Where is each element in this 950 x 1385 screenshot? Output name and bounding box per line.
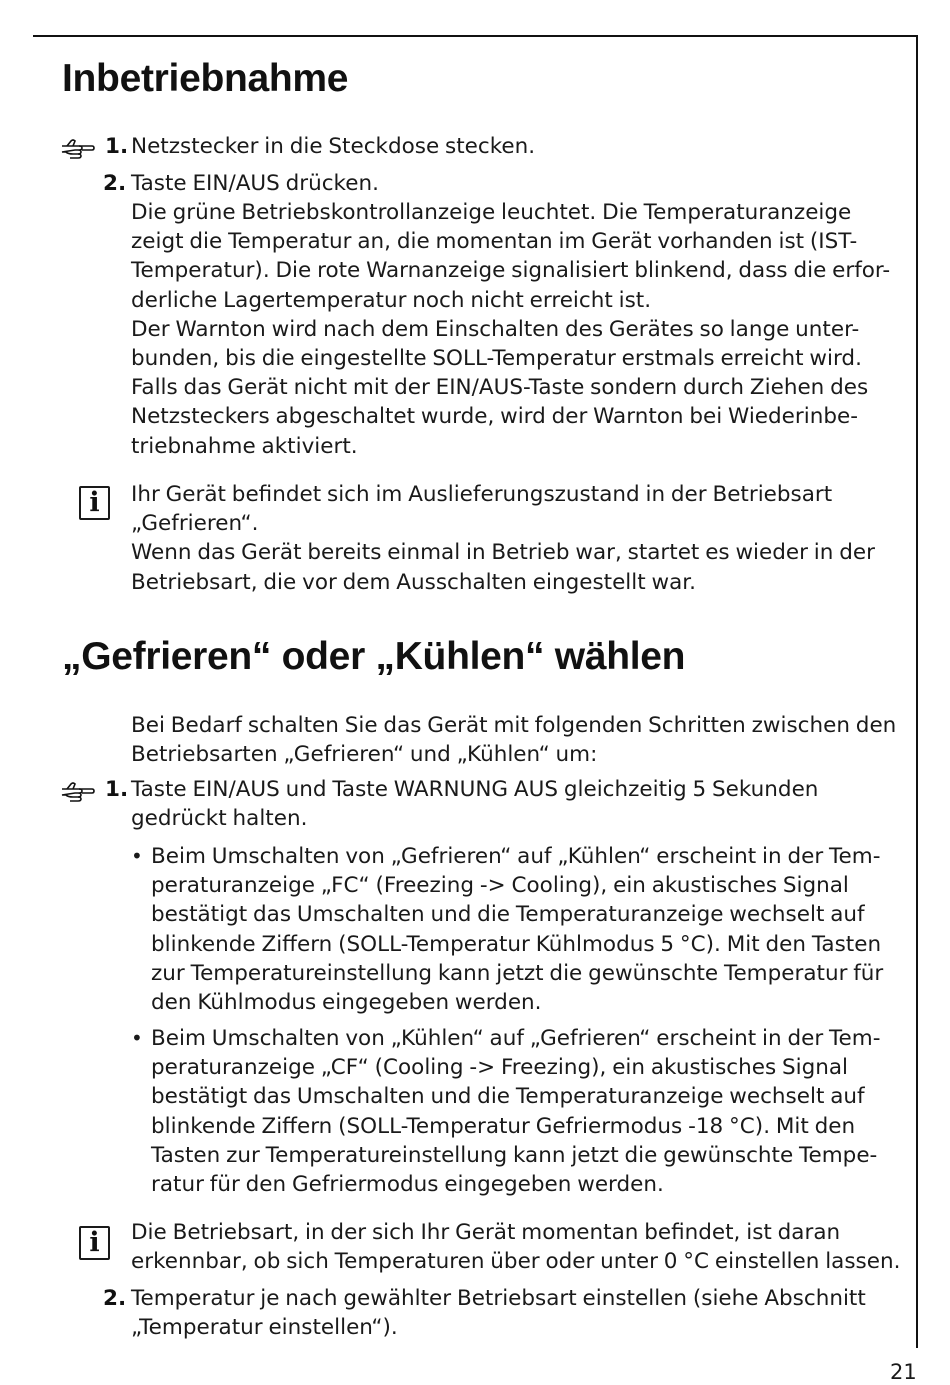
- text-line: bunden, bis die eingestellte SOLL-Temperatur erstmals erreicht wird.: [131, 346, 862, 372]
- text-line: Tasten zur Temperatureinstellung kann jetzt die gewünschte Tempe-: [151, 1142, 878, 1168]
- info-note: [131, 1218, 901, 1276]
- text-line: zeigt die Temperatur an, die momentan im Gerät vorhanden ist (IST-: [131, 229, 858, 255]
- pointing-hand-icon: [61, 780, 95, 802]
- text-line: triebnahme aktiviert.: [131, 433, 358, 459]
- text-line: Betriebsart, die vor dem Ausschalten eingestellt war.: [131, 569, 696, 595]
- text-line: Temperatur je nach gewählter Betriebsart einstellen (siehe Abschnitt: [131, 1286, 866, 1311]
- text-line: Ihr Gerät befindet sich im Auslieferungszustand in der Betriebsart: [131, 482, 833, 507]
- page-number: 21: [890, 1360, 917, 1384]
- pointing-hand-icon: [61, 137, 95, 159]
- text-line: Betriebsarten „Gefrieren“ und „Kühlen“ um:: [131, 742, 598, 768]
- text-line: bestätigt das Umschalten und die Temperaturanzeige wechselt auf: [151, 1084, 865, 1110]
- text-line: Der Warnton wird nach dem Einschalten des Gerätes so lange unter-: [131, 316, 860, 342]
- text-line: derliche Lagertemperatur noch nicht erreicht ist.: [131, 287, 652, 313]
- section-title-inbetriebnahme: Inbetriebnahme: [62, 57, 349, 100]
- step-text: [131, 775, 901, 833]
- text-line: Wenn das Gerät bereits einmal in Betrieb war, startet es wieder in der: [131, 540, 875, 566]
- section-intro: [131, 711, 901, 769]
- bullet-item: [151, 1024, 891, 1199]
- text-line: Die grüne Betriebskontrollanzeige leuchtet. Die Temperaturanzeige: [131, 200, 852, 225]
- text-line: den Kühlmodus eingegeben werden.: [151, 990, 542, 1016]
- text-line: Beim Umschalten von „Kühlen“ auf „Gefrieren“ erscheint in der Tem-: [151, 1026, 881, 1051]
- text-line: Bei Bedarf schalten Sie das Gerät mit folgenden Schritten zwischen den: [131, 713, 897, 738]
- bullet-item: [151, 842, 891, 1017]
- text-line: Taste EIN/AUS und Taste WARNUNG AUS gleichzeitig 5 Sekunden: [131, 777, 819, 802]
- info-icon: i: [79, 486, 110, 520]
- text-line: Netzsteckers abgeschaltet wurde, wird der Warnton bei Wiederinbe-: [131, 404, 858, 430]
- text-line: Beim Umschalten von „Gefrieren“ auf „Kühlen“ erscheint in der Tem-: [151, 844, 881, 869]
- page-frame-top: [33, 35, 918, 37]
- text-line: erkennbar, ob sich Temperaturen über oder unter 0 °C einstellen lassen.: [131, 1249, 901, 1275]
- text-line: Die Betriebsart, in der sich Ihr Gerät momentan befindet, ist daran: [131, 1220, 841, 1245]
- step-number: 2.: [103, 171, 127, 196]
- text-line: peraturanzeige „CF“ (Cooling -> Freezing), ein akustisches Signal: [151, 1055, 849, 1081]
- text-line: zur Temperatureinstellung kann jetzt die gewünschte Temperatur für: [151, 960, 884, 986]
- step-text: [131, 1284, 901, 1342]
- step-number: 2.: [103, 1286, 127, 1311]
- step-number: 1.: [105, 134, 129, 159]
- info-note: [131, 480, 901, 597]
- bullet-marker: •: [131, 844, 143, 868]
- step-text: Taste EIN/AUS drücken.: [131, 171, 379, 196]
- text-line: peraturanzeige „FC“ (Freezing -> Cooling), ein akustisches Signal: [151, 873, 849, 899]
- text-line: blinkende Ziffern (SOLL-Temperatur Kühlmodus 5 °C). Mit den Tasten: [151, 931, 882, 957]
- step-description: [131, 198, 901, 461]
- text-line: bestätigt das Umschalten und die Temperaturanzeige wechselt auf: [151, 902, 865, 928]
- text-line: Falls das Gerät nicht mit der EIN/AUS-Taste sondern durch Ziehen des: [131, 375, 869, 401]
- step-text: Netzstecker in die Steckdose stecken.: [131, 134, 536, 159]
- page-frame-right: [916, 35, 918, 1348]
- text-line: ratur für den Gefriermodus eingegeben werden.: [151, 1172, 664, 1198]
- text-line: blinkende Ziffern (SOLL-Temperatur Gefriermodus -18 °C). Mit den: [151, 1113, 856, 1139]
- bullet-marker: •: [131, 1026, 143, 1050]
- text-line: gedrückt halten.: [131, 806, 308, 832]
- step-number: 1.: [105, 777, 129, 802]
- info-icon: i: [79, 1226, 110, 1260]
- text-line: „Temperatur einstellen“).: [131, 1315, 398, 1341]
- text-line: „Gefrieren“.: [131, 511, 259, 537]
- section-title-gefrieren-kuehlen: „Gefrieren“ oder „Kühlen“ wählen: [62, 635, 686, 678]
- text-line: Temperatur). Die rote Warnanzeige signalisiert blinkend, dass die erfor-: [131, 258, 891, 284]
